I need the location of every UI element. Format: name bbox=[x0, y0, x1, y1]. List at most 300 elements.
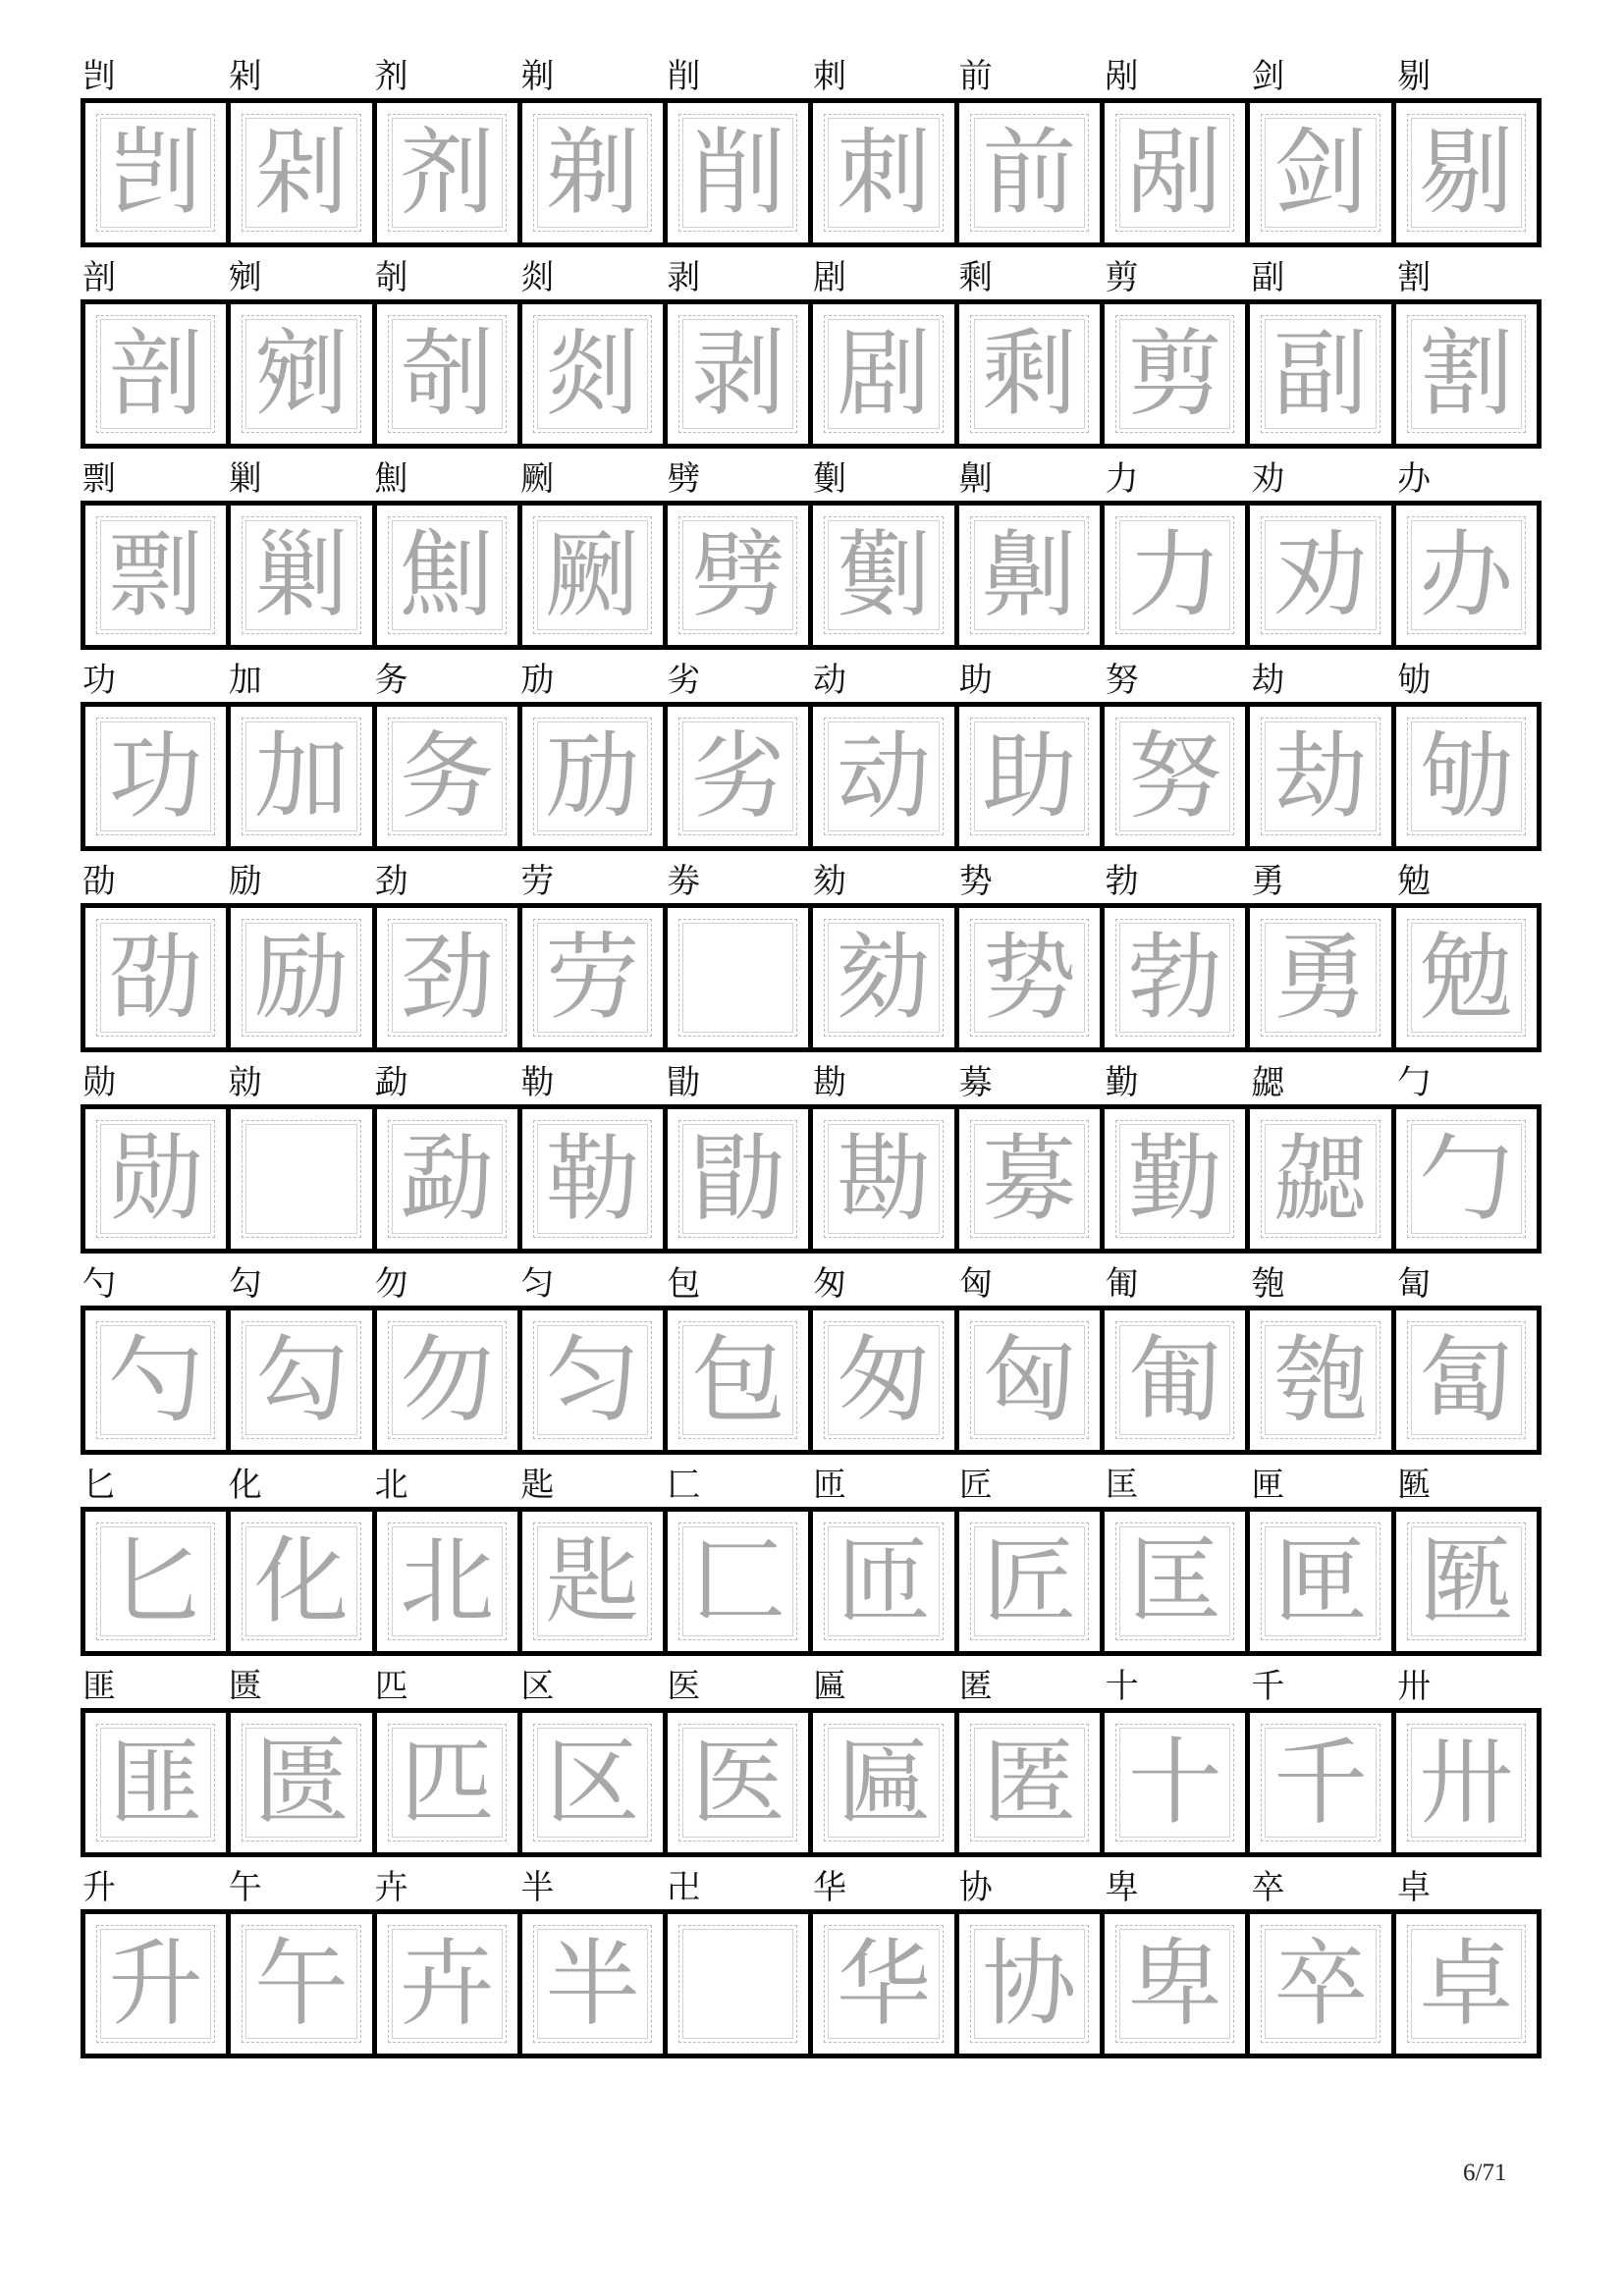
practice-cell bbox=[85, 1914, 231, 2054]
trace-character: 副 bbox=[1273, 319, 1369, 429]
character-label: 千 bbox=[1251, 1667, 1285, 1706]
trace-character: 劾 bbox=[837, 923, 932, 1033]
trace-character bbox=[668, 908, 808, 1047]
trace-character: 匀 bbox=[545, 1325, 640, 1435]
trace-character: 励 bbox=[253, 923, 349, 1033]
practice-box-row bbox=[81, 1507, 1542, 1656]
trace-character: 削 bbox=[690, 118, 785, 228]
character-row bbox=[81, 256, 1542, 457]
character-label: 匦 bbox=[1397, 1466, 1432, 1505]
practice-cell bbox=[85, 908, 231, 1047]
practice-cell bbox=[231, 1512, 376, 1651]
character-label: 勘 bbox=[812, 1063, 846, 1102]
practice-box-row bbox=[81, 903, 1542, 1052]
character-label: 勉 bbox=[1397, 862, 1432, 901]
character-label: 劬 bbox=[1397, 661, 1432, 700]
trace-character: 前 bbox=[982, 118, 1077, 228]
row-labels bbox=[81, 55, 1542, 98]
character-label: 匣 bbox=[1251, 1466, 1285, 1505]
practice-cell bbox=[377, 908, 522, 1047]
character-label: 削 bbox=[667, 57, 701, 96]
practice-cell bbox=[522, 1914, 668, 2054]
practice-cell bbox=[668, 1713, 813, 1852]
character-label: 剐 bbox=[1105, 57, 1139, 96]
practice-cell bbox=[231, 1713, 376, 1852]
character-label: 剜 bbox=[228, 258, 262, 297]
practice-cell bbox=[668, 304, 813, 444]
trace-character: 区 bbox=[545, 1728, 640, 1838]
trace-character: 卓 bbox=[1419, 1929, 1514, 2039]
character-label: 化 bbox=[228, 1466, 262, 1505]
row-labels bbox=[81, 1061, 1542, 1104]
practice-cell bbox=[959, 1713, 1105, 1852]
character-row bbox=[81, 1464, 1542, 1665]
practice-cell bbox=[1250, 1713, 1395, 1852]
character-label: 劫 bbox=[1251, 661, 1285, 700]
character-row bbox=[81, 659, 1542, 860]
trace-character: 剃 bbox=[545, 118, 640, 228]
practice-cell bbox=[1396, 908, 1537, 1047]
character-label: 功 bbox=[82, 661, 116, 700]
trace-character: 千 bbox=[1273, 1728, 1369, 1838]
practice-cell bbox=[1105, 1713, 1250, 1852]
character-row bbox=[81, 1262, 1542, 1464]
trace-character: 匣 bbox=[1273, 1526, 1369, 1636]
practice-cell bbox=[231, 506, 376, 645]
character-label: 匈 bbox=[958, 1264, 993, 1304]
trace-character: 办 bbox=[1419, 520, 1514, 630]
practice-cell bbox=[85, 1109, 231, 1249]
practice-cell bbox=[1396, 1109, 1537, 1249]
trace-character: 劈 bbox=[690, 520, 785, 630]
trace-character: 十 bbox=[1127, 1728, 1222, 1838]
practice-cell bbox=[668, 1310, 813, 1450]
character-row bbox=[81, 1061, 1542, 1262]
character-label: 卍 bbox=[667, 1868, 701, 1907]
practice-cell bbox=[959, 1310, 1105, 1450]
trace-character: 勺 bbox=[108, 1325, 203, 1435]
practice-cell bbox=[522, 103, 668, 242]
trace-character: 匏 bbox=[1273, 1325, 1369, 1435]
practice-cell bbox=[1250, 103, 1395, 242]
trace-character bbox=[668, 1914, 808, 2054]
character-label: 劁 bbox=[374, 459, 408, 499]
character-label: 匆 bbox=[812, 1264, 846, 1304]
practice-cell bbox=[1105, 1310, 1250, 1450]
trace-character: 勉 bbox=[1419, 923, 1514, 1033]
trace-character: 努 bbox=[1127, 721, 1222, 831]
trace-character: 劁 bbox=[400, 520, 495, 630]
trace-character: 劫 bbox=[1273, 721, 1369, 831]
trace-character: 卑 bbox=[1127, 1929, 1222, 2039]
practice-cell bbox=[959, 1109, 1105, 1249]
row-labels bbox=[81, 1866, 1542, 1909]
character-row bbox=[81, 1866, 1542, 2067]
practice-box-row bbox=[81, 299, 1542, 449]
character-label: 匀 bbox=[520, 1264, 555, 1304]
trace-character: 匿 bbox=[982, 1728, 1077, 1838]
character-label: 匹 bbox=[374, 1667, 408, 1706]
trace-character: 剁 bbox=[253, 118, 349, 228]
practice-cell bbox=[668, 1109, 813, 1249]
practice-cell bbox=[85, 1713, 231, 1852]
trace-character: 功 bbox=[108, 721, 203, 831]
practice-cell bbox=[1105, 707, 1250, 846]
character-label: 升 bbox=[82, 1868, 116, 1907]
character-label: 勰 bbox=[1251, 1063, 1285, 1102]
character-label: 势 bbox=[958, 862, 993, 901]
practice-cell bbox=[377, 1109, 522, 1249]
character-label: 剿 bbox=[228, 459, 262, 499]
practice-cell bbox=[813, 1713, 958, 1852]
practice-cell bbox=[522, 1310, 668, 1450]
character-label: 劓 bbox=[958, 459, 993, 499]
character-label: 动 bbox=[812, 661, 846, 700]
practice-cell bbox=[668, 1512, 813, 1651]
trace-character: 匦 bbox=[1419, 1526, 1514, 1636]
practice-cell bbox=[1396, 1512, 1537, 1651]
character-label: 勐 bbox=[374, 1063, 408, 1102]
character-label: 匍 bbox=[1105, 1264, 1139, 1304]
trace-character: 助 bbox=[982, 721, 1077, 831]
trace-character: 卒 bbox=[1273, 1929, 1369, 2039]
character-label: 募 bbox=[958, 1063, 993, 1102]
practice-cell bbox=[377, 304, 522, 444]
trace-character: 匐 bbox=[1419, 1325, 1514, 1435]
practice-cell bbox=[231, 1310, 376, 1450]
character-label: 包 bbox=[667, 1264, 701, 1304]
trace-character: 升 bbox=[108, 1929, 203, 2039]
character-label: 剑 bbox=[1251, 57, 1285, 96]
practice-cell bbox=[959, 304, 1105, 444]
trace-character: 医 bbox=[690, 1728, 785, 1838]
character-label: 劳 bbox=[520, 862, 555, 901]
character-label: 剥 bbox=[667, 258, 701, 297]
character-label: 匡 bbox=[1105, 1466, 1139, 1505]
practice-cell bbox=[959, 506, 1105, 645]
trace-character: 剿 bbox=[253, 520, 349, 630]
character-label: 劢 bbox=[520, 661, 555, 700]
row-labels bbox=[81, 1665, 1542, 1708]
trace-character: 匠 bbox=[982, 1526, 1077, 1636]
practice-cell bbox=[377, 1914, 522, 2054]
practice-cell bbox=[813, 103, 958, 242]
character-label: 匏 bbox=[1251, 1264, 1285, 1304]
trace-character: 匝 bbox=[837, 1526, 932, 1636]
practice-cell bbox=[377, 707, 522, 846]
character-label: 劣 bbox=[667, 661, 701, 700]
character-label: 卒 bbox=[1251, 1868, 1285, 1907]
practice-cell bbox=[377, 1310, 522, 1450]
trace-character: 勐 bbox=[400, 1124, 495, 1234]
trace-character: 剪 bbox=[1127, 319, 1222, 429]
practice-cell bbox=[85, 707, 231, 846]
practice-cell bbox=[959, 1512, 1105, 1651]
character-label: 剂 bbox=[374, 57, 408, 96]
practice-cell bbox=[813, 707, 958, 846]
row-labels bbox=[81, 1464, 1542, 1507]
practice-cell bbox=[1396, 1310, 1537, 1450]
trace-character: 动 bbox=[837, 721, 932, 831]
practice-cell bbox=[85, 103, 231, 242]
character-label: 劝 bbox=[1251, 459, 1285, 499]
practice-cell bbox=[668, 103, 813, 242]
practice-cell bbox=[377, 506, 522, 645]
practice-box-row bbox=[81, 1306, 1542, 1455]
trace-character: 卉 bbox=[400, 1929, 495, 2039]
trace-character: 剑 bbox=[1273, 118, 1369, 228]
character-label: 劐 bbox=[812, 459, 846, 499]
character-label: 勃 bbox=[1105, 862, 1139, 901]
trace-character: 劐 bbox=[837, 520, 932, 630]
practice-cell bbox=[231, 908, 376, 1047]
character-row bbox=[81, 55, 1542, 256]
character-label: 剪 bbox=[1105, 258, 1139, 297]
character-label: 卑 bbox=[1105, 1868, 1139, 1907]
character-label: 勤 bbox=[1105, 1063, 1139, 1102]
character-label: 助 bbox=[958, 661, 993, 700]
trace-character: 剧 bbox=[837, 319, 932, 429]
trace-character: 力 bbox=[1127, 520, 1222, 630]
trace-character: 匍 bbox=[1127, 1325, 1222, 1435]
character-label: 务 bbox=[374, 661, 408, 700]
practice-cell bbox=[231, 304, 376, 444]
trace-character: 割 bbox=[1419, 319, 1514, 429]
practice-cell bbox=[377, 103, 522, 242]
practice-cell bbox=[1396, 506, 1537, 645]
character-label: 剽 bbox=[82, 459, 116, 499]
practice-cell bbox=[1396, 103, 1537, 242]
trace-character: 午 bbox=[253, 1929, 349, 2039]
practice-cell bbox=[522, 1512, 668, 1651]
trace-character: 劝 bbox=[1273, 520, 1369, 630]
character-label: 勇 bbox=[1251, 862, 1285, 901]
trace-character: 剥 bbox=[690, 319, 785, 429]
trace-character bbox=[231, 1109, 371, 1249]
trace-character: 匆 bbox=[837, 1325, 932, 1435]
practice-cell bbox=[1105, 506, 1250, 645]
character-label: 协 bbox=[958, 1868, 993, 1907]
trace-character: 势 bbox=[982, 923, 1077, 1033]
practice-cell bbox=[1105, 908, 1250, 1047]
character-label: 匝 bbox=[812, 1466, 846, 1505]
character-label: 卓 bbox=[1397, 1868, 1432, 1907]
practice-cell bbox=[668, 1914, 813, 2054]
character-label: 勹 bbox=[1397, 1063, 1432, 1102]
practice-cell bbox=[1250, 506, 1395, 645]
practice-cell bbox=[522, 506, 668, 645]
character-label: 劾 bbox=[812, 862, 846, 901]
character-label: 办 bbox=[1397, 459, 1432, 499]
page-number: 6/71 bbox=[1463, 2160, 1507, 2186]
trace-character: 剽 bbox=[108, 520, 203, 630]
trace-character: 劢 bbox=[545, 721, 640, 831]
trace-character: 剞 bbox=[400, 319, 495, 429]
row-labels bbox=[81, 659, 1542, 702]
practice-cell bbox=[1250, 707, 1395, 846]
practice-cell bbox=[813, 1109, 958, 1249]
trace-character: 剜 bbox=[253, 319, 349, 429]
trace-character: 勿 bbox=[400, 1325, 495, 1435]
practice-cell bbox=[1396, 304, 1537, 444]
practice-cell bbox=[85, 506, 231, 645]
trace-character: 勋 bbox=[108, 1124, 203, 1234]
character-row bbox=[81, 457, 1542, 659]
trace-character: 剀 bbox=[108, 118, 203, 228]
character-label: 半 bbox=[520, 1868, 555, 1907]
character-label: 剃 bbox=[520, 57, 555, 96]
practice-cell bbox=[813, 1914, 958, 2054]
character-label: 劈 bbox=[667, 459, 701, 499]
trace-character: 加 bbox=[253, 721, 349, 831]
practice-cell bbox=[959, 103, 1105, 242]
trace-character: 半 bbox=[545, 1929, 640, 2039]
trace-character: 匾 bbox=[837, 1728, 932, 1838]
character-label: 前 bbox=[958, 57, 993, 96]
practice-cell bbox=[1250, 1512, 1395, 1651]
trace-character: 剖 bbox=[108, 319, 203, 429]
practice-cell bbox=[522, 1109, 668, 1249]
trace-character: 匮 bbox=[253, 1728, 349, 1838]
character-label: 剩 bbox=[958, 258, 993, 297]
trace-character: 剡 bbox=[545, 319, 640, 429]
trace-character: 劂 bbox=[545, 520, 640, 630]
character-label: 勋 bbox=[82, 1063, 116, 1102]
practice-cell bbox=[668, 506, 813, 645]
character-label: 匕 bbox=[82, 1466, 116, 1505]
practice-cell bbox=[959, 908, 1105, 1047]
character-label: 匚 bbox=[667, 1466, 701, 1505]
practice-box-row bbox=[81, 1708, 1542, 1857]
trace-character: 匪 bbox=[108, 1728, 203, 1838]
row-labels bbox=[81, 1262, 1542, 1306]
character-label: 匿 bbox=[958, 1667, 993, 1706]
practice-cell bbox=[522, 304, 668, 444]
trace-character: 卅 bbox=[1419, 1728, 1514, 1838]
practice-cell bbox=[1396, 707, 1537, 846]
character-label: 匾 bbox=[812, 1667, 846, 1706]
practice-cell bbox=[85, 304, 231, 444]
character-label: 勺 bbox=[82, 1264, 116, 1304]
character-label: 剞 bbox=[374, 258, 408, 297]
practice-cell bbox=[1250, 1310, 1395, 1450]
character-label: 十 bbox=[1105, 1667, 1139, 1706]
trace-character: 剐 bbox=[1127, 118, 1222, 228]
trace-character: 匙 bbox=[545, 1526, 640, 1636]
practice-box-row bbox=[81, 98, 1542, 247]
character-label: 勿 bbox=[374, 1264, 408, 1304]
character-label: 区 bbox=[520, 1667, 555, 1706]
practice-sheet bbox=[81, 55, 1542, 2067]
practice-cell bbox=[231, 1109, 376, 1249]
trace-character: 勾 bbox=[253, 1325, 349, 1435]
character-label: 劭 bbox=[82, 862, 116, 901]
character-label: 匠 bbox=[958, 1466, 993, 1505]
character-row bbox=[81, 860, 1542, 1061]
practice-cell bbox=[377, 1512, 522, 1651]
practice-cell bbox=[813, 506, 958, 645]
character-label: 劂 bbox=[520, 459, 555, 499]
character-label: 劵 bbox=[667, 862, 701, 901]
practice-box-row bbox=[81, 501, 1542, 650]
trace-character: 匈 bbox=[982, 1325, 1077, 1435]
trace-character: 劲 bbox=[400, 923, 495, 1033]
trace-character: 北 bbox=[400, 1526, 495, 1636]
practice-cell bbox=[522, 1713, 668, 1852]
practice-cell bbox=[668, 707, 813, 846]
trace-character: 务 bbox=[400, 721, 495, 831]
row-labels bbox=[81, 256, 1542, 299]
character-label: 匮 bbox=[228, 1667, 262, 1706]
practice-cell bbox=[959, 1914, 1105, 2054]
trace-character: 剔 bbox=[1419, 118, 1514, 228]
character-label: 勾 bbox=[228, 1264, 262, 1304]
trace-character: 劭 bbox=[108, 923, 203, 1033]
practice-cell bbox=[1396, 1713, 1537, 1852]
practice-cell bbox=[85, 1310, 231, 1450]
character-label: 勍 bbox=[228, 1063, 262, 1102]
character-label: 剁 bbox=[228, 57, 262, 96]
character-label: 医 bbox=[667, 1667, 701, 1706]
character-label: 卉 bbox=[374, 1868, 408, 1907]
trace-character: 匹 bbox=[400, 1728, 495, 1838]
character-label: 剖 bbox=[82, 258, 116, 297]
trace-character: 包 bbox=[690, 1325, 785, 1435]
character-label: 匐 bbox=[1397, 1264, 1432, 1304]
trace-character: 勰 bbox=[1273, 1124, 1369, 1234]
trace-character: 劳 bbox=[545, 923, 640, 1033]
practice-box-row bbox=[81, 702, 1542, 851]
practice-cell bbox=[1105, 304, 1250, 444]
row-labels bbox=[81, 860, 1542, 903]
row-labels bbox=[81, 457, 1542, 501]
trace-character: 勒 bbox=[545, 1124, 640, 1234]
character-label: 剀 bbox=[82, 57, 116, 96]
practice-cell bbox=[1250, 908, 1395, 1047]
trace-character: 勃 bbox=[1127, 923, 1222, 1033]
character-label: 北 bbox=[374, 1466, 408, 1505]
trace-character: 剩 bbox=[982, 319, 1077, 429]
practice-cell bbox=[522, 908, 668, 1047]
practice-cell bbox=[1250, 1914, 1395, 2054]
practice-cell bbox=[1105, 1512, 1250, 1651]
trace-character: 刺 bbox=[837, 118, 932, 228]
practice-cell bbox=[1250, 1109, 1395, 1249]
character-label: 副 bbox=[1251, 258, 1285, 297]
trace-character: 匚 bbox=[690, 1526, 785, 1636]
practice-cell bbox=[813, 304, 958, 444]
trace-character: 劣 bbox=[690, 721, 785, 831]
character-label: 刺 bbox=[812, 57, 846, 96]
character-label: 励 bbox=[228, 862, 262, 901]
practice-cell bbox=[231, 707, 376, 846]
practice-cell bbox=[1105, 1109, 1250, 1249]
character-row bbox=[81, 1665, 1542, 1866]
character-label: 午 bbox=[228, 1868, 262, 1907]
trace-character: 匡 bbox=[1127, 1526, 1222, 1636]
practice-cell bbox=[85, 1512, 231, 1651]
practice-cell bbox=[813, 1512, 958, 1651]
trace-character: 勖 bbox=[690, 1124, 785, 1234]
practice-cell bbox=[522, 707, 668, 846]
character-label: 勖 bbox=[667, 1063, 701, 1102]
practice-cell bbox=[668, 908, 813, 1047]
character-label: 努 bbox=[1105, 661, 1139, 700]
trace-character: 勤 bbox=[1127, 1124, 1222, 1234]
trace-character: 协 bbox=[982, 1929, 1077, 2039]
character-label: 剔 bbox=[1397, 57, 1432, 96]
character-label: 匙 bbox=[520, 1466, 555, 1505]
